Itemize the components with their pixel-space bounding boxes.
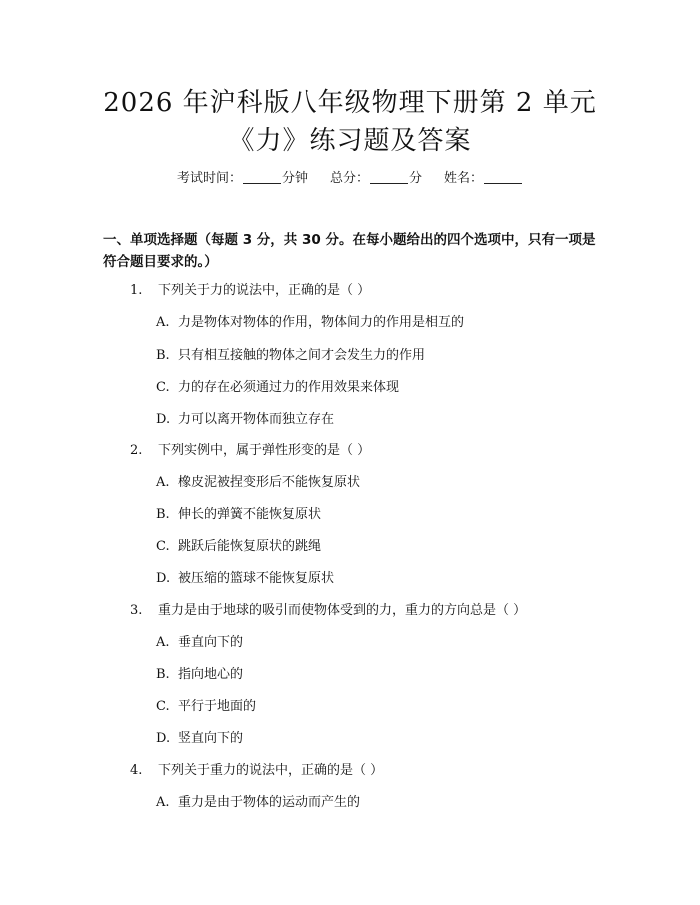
option-text: 伸长的弹簧不能恢复原状 xyxy=(178,507,322,522)
option-text: 力可以离开物体而独立存在 xyxy=(178,412,335,427)
name-blank xyxy=(484,170,522,184)
question-number: 2. xyxy=(130,443,143,458)
exam-meta xyxy=(0,169,700,189)
option-letter: D. xyxy=(156,731,171,746)
option-text: 指向地心的 xyxy=(178,667,244,682)
option-text: 垂直向下的 xyxy=(178,635,244,650)
option-letter: D. xyxy=(156,571,171,586)
option-text: 平行于地面的 xyxy=(178,699,257,714)
section-heading: 一、单项选择题（每题 3 分，共 30 分。在每小题给出的四个选项中，只有一项是符合题目要求的。） xyxy=(103,232,596,270)
option-1b xyxy=(156,346,425,366)
name-field xyxy=(444,169,523,189)
question-2 xyxy=(130,441,370,461)
option-letter: A. xyxy=(156,795,170,810)
page-title-line1: 2026 年沪科版八年级物理下册第 2 单元 xyxy=(103,88,597,118)
option-1d xyxy=(156,410,334,430)
option-2a xyxy=(156,473,360,493)
option-text: 重力是由于物体的运动而产生的 xyxy=(178,795,361,810)
question-number: 3. xyxy=(130,603,143,618)
option-text: 力的存在必须通过力的作用效果来体现 xyxy=(178,380,400,395)
question-text: 下列关于力的说法中，正确的是（ ） xyxy=(158,283,371,298)
option-text: 只有相互接触的物体之间才会发生力的作用 xyxy=(178,348,426,363)
question-3 xyxy=(130,601,526,621)
time-blank xyxy=(243,170,281,184)
score-label: 总分： xyxy=(329,171,369,186)
option-1a xyxy=(156,313,464,333)
question-number: 4. xyxy=(130,763,143,778)
question-text: 下列关于重力的说法中，正确的是（ ） xyxy=(158,763,384,778)
question-4 xyxy=(130,761,383,781)
option-letter: B. xyxy=(156,667,170,682)
option-2d xyxy=(156,569,334,589)
question-text: 下列实例中，属于弹性形变的是（ ） xyxy=(158,443,371,458)
option-text: 橡皮泥被捏变形后不能恢复原状 xyxy=(178,475,361,490)
option-3d xyxy=(156,729,243,749)
time-unit: 分钟 xyxy=(281,171,308,186)
option-letter: C. xyxy=(156,539,170,554)
option-letter: D. xyxy=(156,412,171,427)
question-1 xyxy=(130,281,370,301)
time-field xyxy=(177,169,308,189)
score-blank xyxy=(370,170,408,184)
option-letter: B. xyxy=(156,348,170,363)
option-3a xyxy=(156,633,243,653)
score-field xyxy=(330,169,422,189)
option-2c xyxy=(156,537,321,557)
option-4a xyxy=(156,793,360,813)
option-letter: A. xyxy=(156,315,170,330)
option-text: 竖直向下的 xyxy=(178,731,244,746)
option-letter: A. xyxy=(156,635,170,650)
option-letter: C. xyxy=(156,380,170,395)
option-text: 跳跃后能恢复原状的跳绳 xyxy=(178,539,322,554)
option-3b xyxy=(156,665,243,685)
option-letter: A. xyxy=(156,475,170,490)
option-1c xyxy=(156,378,399,398)
option-3c xyxy=(156,697,256,717)
page-title-line2: 《力》练习题及答案 xyxy=(228,126,472,156)
question-number: 1. xyxy=(130,283,143,298)
option-2b xyxy=(156,505,321,525)
option-text: 力是物体对物体的作用，物体间力的作用是相互的 xyxy=(178,315,465,330)
option-letter: B. xyxy=(156,507,170,522)
question-text: 重力是由于地球的吸引而使物体受到的力，重力的方向总是（ ） xyxy=(158,603,527,618)
score-unit: 分 xyxy=(409,171,423,186)
option-text: 被压缩的篮球不能恢复原状 xyxy=(178,571,335,586)
time-label: 考试时间： xyxy=(176,171,242,186)
option-letter: C. xyxy=(156,699,170,714)
name-label: 姓名： xyxy=(444,171,484,186)
